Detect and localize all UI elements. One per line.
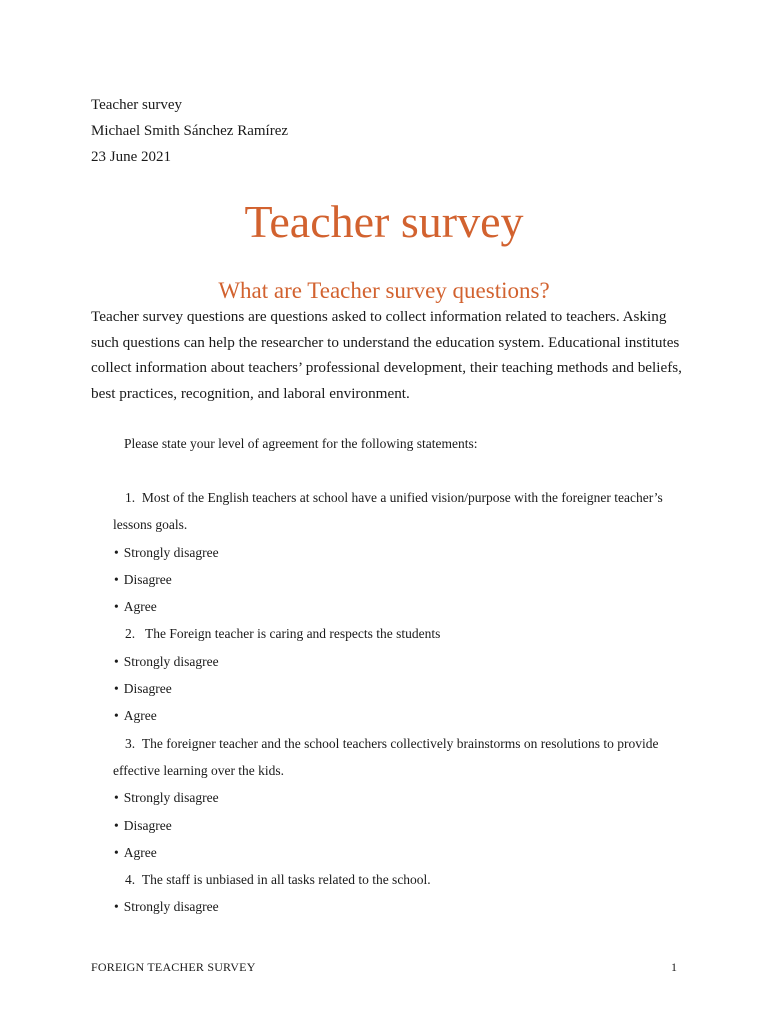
option-label: Strongly disagree: [123, 790, 219, 806]
question-list: [113, 484, 683, 921]
question-text: [113, 730, 683, 785]
answer-option: [113, 648, 683, 675]
survey-instruction: Please state your level of agreement for the following statements:: [124, 436, 478, 451]
question-number: 2.: [125, 626, 136, 642]
bullet-icon: •: [114, 790, 119, 806]
question-item: [113, 620, 683, 729]
question-body: Most of the English teachers at school have a unified vision/purpose with the foreigner teacher’s lessons goals.: [113, 490, 663, 533]
answer-option: [113, 593, 683, 620]
question-item: [113, 730, 683, 866]
question-body: The staff is unbiased in all tasks related to the school.: [141, 872, 431, 888]
page-number: 1: [671, 960, 677, 974]
question-body: The Foreign teacher is caring and respects the students: [141, 626, 441, 642]
doc-label: Teacher survey: [91, 97, 182, 113]
question-body: The foreigner teacher and the school teachers collectively brainstorms on resolutions to provide effective learning over the kids.: [113, 735, 659, 778]
answer-option: [113, 893, 683, 920]
answer-option: [113, 812, 683, 839]
question-number: 3.: [125, 735, 136, 751]
answer-option: [113, 702, 683, 729]
option-label: Strongly disagree: [123, 544, 219, 560]
page-title: Teacher survey: [244, 196, 524, 247]
question-item: [113, 866, 683, 921]
running-head: FOREIGN TEACHER SURVEY: [91, 960, 256, 974]
document-header: [91, 92, 288, 170]
option-label: Disagree: [123, 817, 172, 833]
question-text: [113, 484, 683, 539]
question-text: [113, 620, 683, 647]
option-label: Disagree: [123, 681, 172, 697]
document-date: 23 June 2021: [91, 149, 171, 165]
answer-option: [113, 539, 683, 566]
bullet-icon: •: [114, 817, 119, 833]
intro-paragraph: Teacher survey questions are questions asked to collect information related to teachers. Asking such questions can help the researcher to understand the education system. Educational institutes collect information about teachers’ professional development, their teaching methods and beliefs, best practices, recognition, and laboral environment.: [91, 308, 682, 402]
bullet-icon: •: [114, 681, 119, 697]
answer-option: [113, 839, 683, 866]
question-text: [113, 866, 683, 893]
bullet-icon: •: [114, 708, 119, 724]
option-label: Strongly disagree: [123, 653, 219, 669]
answer-option: [113, 784, 683, 811]
option-label: Agree: [123, 844, 157, 860]
option-label: Disagree: [123, 571, 172, 587]
bullet-icon: •: [114, 653, 119, 669]
bullet-icon: •: [114, 599, 119, 615]
section-heading: What are Teacher survey questions?: [218, 278, 550, 303]
bullet-icon: •: [114, 844, 119, 860]
bullet-icon: •: [114, 544, 119, 560]
option-label: Strongly disagree: [123, 899, 219, 915]
question-number: 4.: [125, 872, 136, 888]
question-item: [113, 484, 683, 620]
answer-option: [113, 675, 683, 702]
bullet-icon: •: [114, 571, 119, 587]
option-label: Agree: [123, 599, 157, 615]
question-number: 1.: [125, 490, 136, 505]
option-label: Agree: [123, 708, 157, 724]
answer-option: [113, 566, 683, 593]
author-name: Michael Smith Sánchez Ramírez: [91, 123, 289, 139]
bullet-icon: •: [114, 899, 119, 915]
